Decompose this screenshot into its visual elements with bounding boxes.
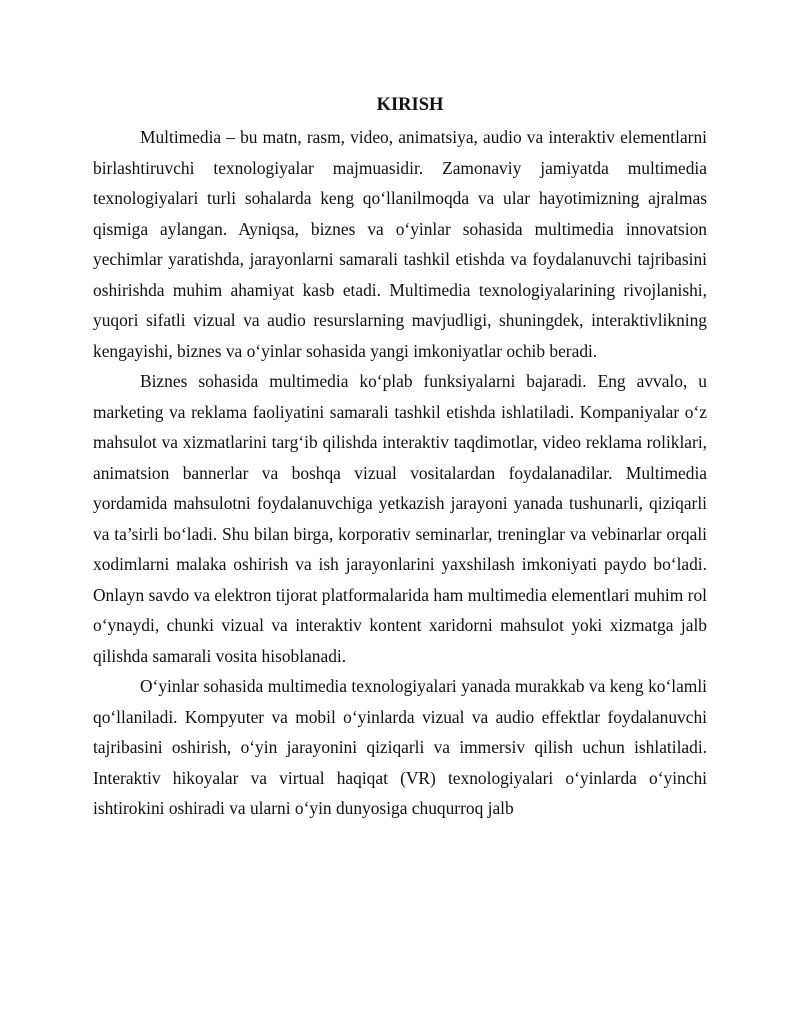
paragraph-intro: Multimedia – bu matn, rasm, video, animatsiya, audio va interaktiv elementlarni birlashtiruvchi texnologiyalar majmuasidir. Zamonaviy jamiyatda multimedia texnologiyalari turli sohalarda keng qo‘llanilmoqda va ular hayotimizning ajralmas qismiga aylangan. Ayniqsa, biznes va o‘yinlar sohasida multimedia innovatsion yechimlar yaratishda, jarayonlarni samarali tashkil etishda va foydalanuvchi tajribasini oshirishda muhim ahamiyat kasb etadi. Multimedia texnologiyalarining rivojlanishi, yuqori sifatli vizual va audio resurslarning mavjudligi, shuningdek, interaktivlikning kengayishi, biznes va o‘yinlar sohasida yangi imkoniyatlar ochib beradi. (93, 127, 707, 361)
paragraph-business: Biznes sohasida multimedia ko‘plab funksiyalarni bajaradi. Eng avvalo, u marketing va reklama faoliyatini samarali tashkil etishda ishlatiladi. Kompaniyalar o‘z mahsulot va xizmatlarini targ‘ib qilishda interaktiv taqdimotlar, video reklama roliklari, animatsion bannerlar va boshqa vizual vositalardan foydalanadilar. Multimedia yordamida mahsulotni foydalanuvchiga yetkazish jarayoni yanada tushunarli, qiziqarli va ta’sirli bo‘ladi. Shu bilan birga, korporativ seminarlar, treninglar va vebinarlar orqali xodimlarni malaka oshirish va ish jarayonlarini yaxshilash imkoniyati paydo bo‘ladi. Onlayn savdo va elektron tijorat platformalarida ham multimedia elementlari muhim rol o‘ynaydi, chunki vizual va interaktiv kontent xaridorni mahsulot yoki xizmatga jalb qilishda samarali vosita hisoblanadi. (93, 371, 707, 666)
page-title: KIRISH (376, 95, 444, 115)
paragraph-games: O‘yinlar sohasida multimedia texnologiyalari yanada murakkab va keng ko‘lamli qo‘llaniladi. Kompyuter va mobil o‘yinlarda vizual va audio effektlar foydalanuvchi tajribasini oshirish, o‘yin jarayonini qiziqarli va immersiv qilish uchun ishlatiladi. Interaktiv hikoyalar va virtual haqiqat (VR) texnologiyalari o‘yinlarda o‘yinchi ishtirokini oshiradi va ularni o‘yin dunyosiga chuqurroq jalb (93, 676, 707, 818)
document-page (93, 88, 707, 824)
